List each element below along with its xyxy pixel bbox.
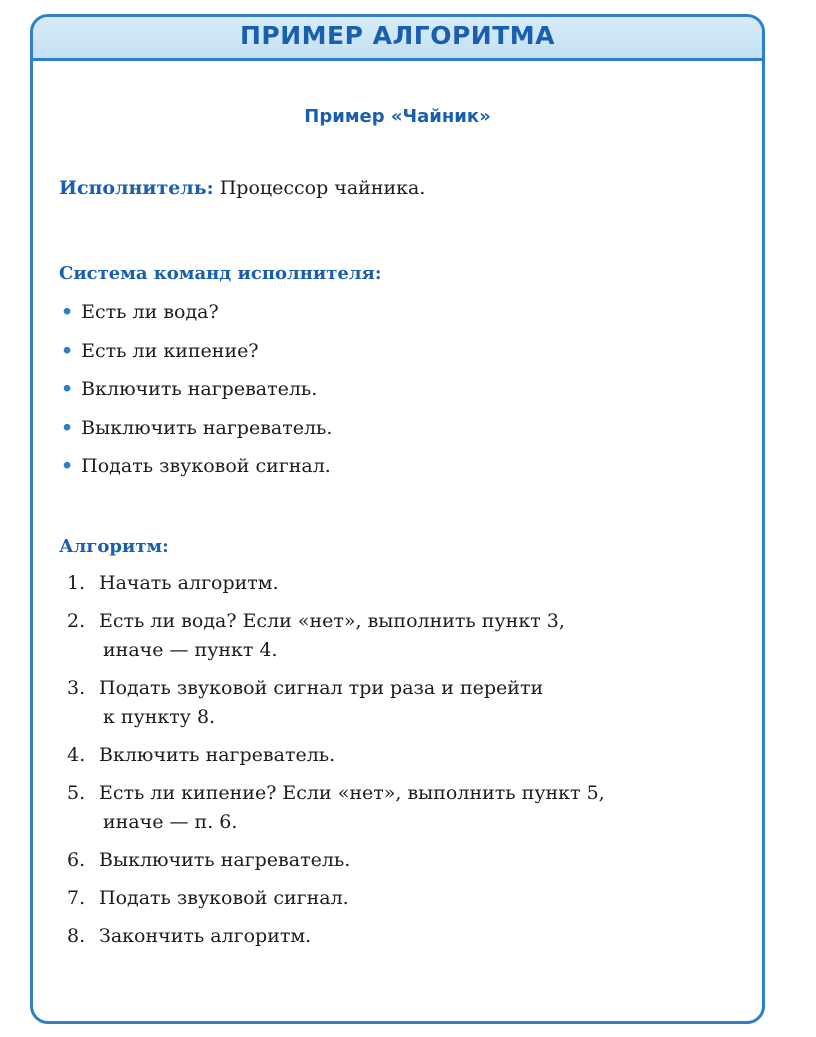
commands-heading: Система команд исполнителя: [59, 263, 382, 284]
algorithm-step [67, 779, 719, 837]
step-text-line: иначе — п. 6. [103, 811, 238, 833]
step-text [99, 779, 719, 837]
performer-value: Процессор чайника. [219, 177, 426, 199]
command-item: • Выключить нагреватель. [61, 416, 333, 439]
bullet-icon: • [61, 339, 74, 362]
step-text-line: Подать звуковой сигнал. [99, 887, 349, 909]
step-number: 1. [67, 572, 86, 594]
algorithm-step [67, 607, 719, 665]
card-header [33, 17, 762, 61]
step-text [99, 607, 719, 665]
algorithm-step [67, 846, 719, 875]
step-text-line: к пункту 8. [103, 706, 216, 728]
algorithm-steps [67, 569, 719, 960]
card-title: ПРИМЕР АЛГОРИТМА [240, 21, 555, 50]
step-text-line: Включить нагреватель. [99, 744, 336, 766]
bullet-icon: • [61, 455, 74, 477]
step-text-line: Закончить алгоритм. [99, 925, 312, 947]
step-number: 7. [67, 887, 86, 909]
commands-list [61, 297, 332, 490]
algorithm-step [67, 884, 719, 913]
step-text [99, 741, 719, 770]
bullet-icon: • [61, 378, 74, 400]
step-number: 6. [67, 849, 86, 871]
step-text-line: Начать алгоритм. [99, 572, 279, 594]
step-text-line: Есть ли кипение? Если «нет», выполнить пункт 5, [99, 782, 605, 804]
algorithm-heading: Алгоритм: [59, 536, 169, 557]
bullet-icon: • [61, 301, 74, 323]
algorithm-step [67, 569, 719, 598]
example-card [30, 14, 765, 1024]
command-item: • Есть ли вода? [61, 301, 219, 323]
step-number: 8. [67, 925, 86, 947]
performer-line [59, 177, 425, 199]
step-number: 4. [67, 744, 86, 766]
step-text [99, 922, 719, 951]
step-text-line: иначе — пункт 4. [103, 639, 278, 661]
command-item: • Подать звуковой сигнал. [61, 455, 331, 477]
step-text [99, 569, 719, 598]
step-number: 5. [67, 782, 86, 804]
card-body [33, 61, 762, 1021]
step-text-line: Есть ли вода? Если «нет», выполнить пункт 3, [99, 610, 565, 632]
bullet-icon: • [61, 416, 74, 439]
algorithm-step [67, 741, 719, 770]
step-text [99, 846, 719, 875]
example-subtitle: Пример «Чайник» [304, 106, 491, 127]
performer-label: Исполнитель: [59, 177, 214, 199]
step-number: 3. [67, 677, 86, 699]
step-text [99, 884, 719, 913]
step-text-line: Подать звуковой сигнал три раза и перейти [99, 677, 544, 699]
step-number: 2. [67, 610, 86, 632]
command-item: • Включить нагреватель. [61, 378, 318, 400]
step-text-line: Выключить нагреватель. [99, 849, 351, 871]
algorithm-step [67, 922, 719, 951]
command-item: • Есть ли кипение? [61, 339, 259, 362]
step-text [99, 674, 719, 732]
algorithm-step [67, 674, 719, 732]
